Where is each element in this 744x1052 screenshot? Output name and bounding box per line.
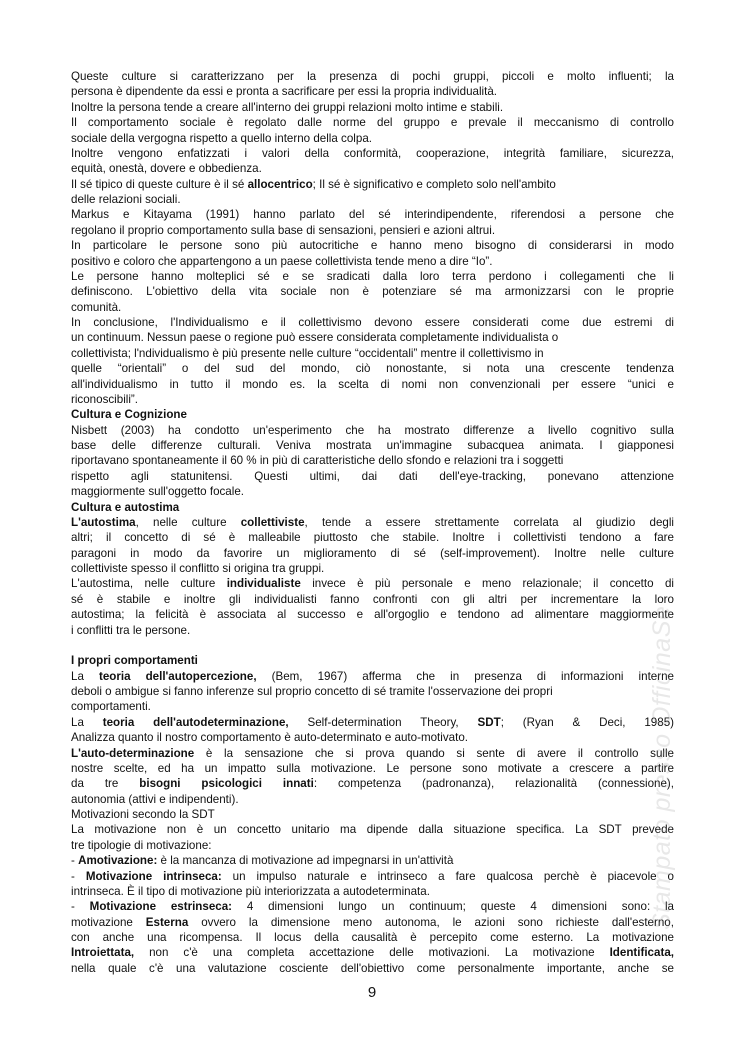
text-segment: Le persone hanno molteplici sé e se sradicati dalla loro terra perdono i collegamenti che li [71, 269, 674, 283]
text-segment: Il comportamento sociale è regolato dalle norme del gruppo e prevale il meccanismo di controllo [71, 116, 674, 130]
text-segment: un continuum. Nessun paese o regione può essere considerata completamente individualista o [71, 331, 559, 345]
text-segment: positivo e coloro che appartengono a un paese collettivista tende meno a dire “Io”. [71, 254, 493, 268]
bold-text: teoria dell'autodeterminazione, [102, 715, 289, 729]
text-line [71, 822, 674, 837]
text-line [71, 469, 674, 484]
bold-text: teoria dell'autopercezione, [98, 669, 257, 683]
text-line [71, 330, 674, 345]
text-line [71, 546, 674, 561]
text-line [71, 607, 674, 622]
bold-text: Introiettata, [71, 946, 135, 960]
bold-text: bisogni psicologici innati [139, 777, 314, 791]
text-segment: definiscono. L'obiettivo della vita sociale non è potenziare sé ma armonizzarsi con le proprie [71, 285, 674, 299]
bold-text: L'auto-determinazione [71, 746, 195, 760]
text-line [71, 346, 674, 361]
text-segment: regolano il proprio comportamento sulla base di sensazioni, pensieri e azioni altrui. [71, 223, 496, 237]
bold-text: collettiviste [240, 515, 305, 529]
watermark: Stampato presso OfficinaSe [648, 605, 676, 930]
text-segment: invece è più personale e meno relazionale; il concetto di [300, 577, 674, 591]
text-segment: riportavano spontaneamente il 60 % in più di caratteristiche dello sfondo e relazioni tra i soggetti [71, 454, 564, 468]
text-segment: ; (Ryan & Deci, 1985) [500, 715, 674, 729]
text-segment: Il sé tipico di queste culture è il sé [71, 177, 248, 191]
page-number: 9 [367, 984, 377, 1001]
text-segment: Motivazioni secondo la SDT [71, 808, 215, 821]
text-line [71, 161, 674, 176]
text-line [71, 592, 674, 607]
text-segment: intrinseca. È il tipo di motivazione più interiorizzata a autodeterminata. [71, 884, 430, 898]
text-segment: , nelle culture [135, 515, 241, 529]
text-segment: equità, onestà, dovere e obbedienza. [71, 162, 262, 176]
bold-text: Motivazione estrinseca: [89, 900, 233, 914]
text-segment: ovvero la dimensione meno autonoma, le azioni sono richieste dall'esterno, [188, 915, 674, 929]
bold-text: SDT [477, 715, 501, 729]
text-line [71, 884, 674, 899]
text-line [71, 207, 674, 222]
text-segment: - [71, 869, 86, 883]
text-segment: è la sensazione che si prova quando si sente di avere il controllo sulle [194, 746, 674, 760]
text-line [71, 269, 674, 284]
text-segment: sociale della vergogna rispetto a quello interno della colpa. [71, 131, 372, 145]
text-line [71, 807, 674, 822]
text-segment: autostima; la felicità è associata al successo e all'orgoglio e tendono ad alimentare maggiormente [71, 608, 674, 622]
text-line [71, 561, 674, 576]
text-line [71, 361, 674, 376]
text-segment: ; Il sé è significativo e completo solo nell'ambito [312, 177, 556, 191]
text-segment: altri; il concetto di sé è malleabile piuttosto che stabile. Inoltre i collettivisti tendono a fare [71, 531, 674, 545]
text-line [71, 392, 674, 407]
text-line [71, 177, 674, 192]
text-line [71, 453, 674, 468]
text-segment: quelle “orientali” o del sud del mondo, ciò nonostante, si nota una crescente tendenza [71, 362, 674, 376]
text-segment: con anche una ricompensa. Il locus della causalità è percepito come esterno. La motivazione [71, 931, 674, 944]
bold-text: I propri comportamenti [71, 654, 198, 668]
text-segment: riconoscibili”. [71, 392, 139, 406]
text-line [71, 315, 674, 330]
text-segment: paragoni in modo da favorire un miglioramento di sé (self-improvement). Inoltre nelle culture [71, 546, 674, 560]
text-segment: Markus e Kitayama (1991) hanno parlato del sé interindipendente, riferendosi a persone che [71, 208, 674, 222]
text-line [71, 746, 674, 761]
text-segment: Nisbett (2003) ha condotto un'esperimento che ha mostrato differenze a livello cognitivo sulla [71, 423, 674, 437]
text-segment: (Bem, 1967) afferma che in presenza di informazioni interne [256, 669, 674, 683]
text-line [71, 377, 674, 392]
text-segment: Inoltre la persona tende a creare all'interno dei gruppi relazioni molto intime e stabili. [71, 100, 504, 114]
text-line [71, 699, 674, 714]
text-segment: un impulso naturale e intrinseco a fare qualcosa perchè è piacevole o [221, 869, 674, 883]
text-segment: delle relazioni sociali. [71, 193, 181, 206]
text-segment: nella quale c'è una valutazione cosciente dell'obiettivo come personalmente importante, anche se [71, 961, 674, 975]
text-line [71, 115, 674, 130]
text-line [71, 515, 674, 530]
text-line [71, 146, 674, 161]
text-line [71, 638, 674, 653]
text-line [71, 69, 674, 84]
text-segment: sé è stabile e inoltre gli individualisti fanno confronti con gli altri per incrementare la loro [71, 592, 674, 606]
text-line [71, 945, 674, 960]
text-segment: autonomia (attivi e indipendenti). [71, 792, 239, 806]
text-segment: Analizza quanto il nostro comportamento è auto-determinato e auto-motivato. [71, 731, 468, 745]
text-line [71, 761, 674, 776]
text-segment: collettiviste spesso il conflitto si origina tra gruppi. [71, 562, 325, 575]
bold-text: Motivazione intrinseca: [85, 869, 222, 883]
text-segment: è la mancanza di motivazione ad impegnarsi in un'attività [157, 854, 454, 868]
text-line [71, 915, 674, 930]
text-segment: base delle differenze culturali. Veniva mostrata un'immagine subacquea animata. I giapponesi [71, 439, 674, 452]
text-line [71, 838, 674, 853]
text-segment: Self-determination Theory, [288, 715, 478, 729]
text-segment: La [71, 669, 99, 683]
text-line [71, 192, 674, 207]
text-line [71, 423, 674, 438]
bold-text: individualiste [226, 577, 301, 591]
text-line [71, 853, 674, 868]
text-segment: nostre scelte, ed ha un impatto sulla motivazione. Le persone sono motivate a crescere a partire [71, 761, 674, 775]
text-segment: In conclusione, l'Individualismo e il collettivismo devono essere considerati come due estremi di [71, 316, 674, 329]
text-line [71, 869, 674, 884]
bold-text: allocentrico [247, 177, 313, 191]
bold-text: Cultura e Cognizione [71, 408, 187, 422]
text-line [71, 715, 674, 730]
text-line [71, 623, 674, 638]
text-line [71, 792, 674, 807]
text-segment: Inoltre vengono enfatizzati i valori della conformità, cooperazione, integrità familiare, sicurezza, [71, 146, 674, 160]
text-segment: La motivazione non è un concetto unitario ma dipende dalla situazione specifica. La SDT prevede [71, 823, 674, 837]
text-segment: all'individualismo in tutto il mondo es. la scelta di nomi non convenzionali per essere “unici e [71, 377, 674, 391]
text-segment: maggiormente sull'oggetto focale. [71, 485, 245, 499]
text-line [71, 576, 674, 591]
text-segment: i conflitti tra le persone. [71, 623, 191, 637]
bold-text: Identificata, [609, 946, 674, 960]
text-line [71, 961, 674, 976]
document-body [71, 69, 674, 976]
text-line [71, 131, 674, 146]
text-segment: non c'è una completa accettazione delle motivazioni. La motivazione [134, 946, 610, 960]
text-segment: : competenza (padronanza), relazionalità (connessione), [313, 777, 674, 791]
text-line [71, 530, 674, 545]
text-line [71, 300, 674, 315]
section-heading [71, 407, 674, 422]
text-line [71, 669, 674, 684]
text-segment: , tende a essere strettamente correlata al giudizio degli [304, 515, 674, 529]
text-segment: motivazione [71, 915, 146, 929]
bold-text: Amotivazione: [78, 854, 158, 868]
text-segment: - [71, 854, 79, 868]
text-line [71, 438, 674, 453]
text-line [71, 484, 674, 499]
text-segment: 4 dimensioni lungo un continuum; queste 4 dimensioni sono: la [232, 900, 674, 914]
text-segment: comunità. [71, 300, 122, 314]
text-segment: In particolare le persone sono più autocritiche e hanno meno bisogno di considerarsi in modo [71, 239, 674, 253]
text-segment: persona è dipendente da essi e pronta a sacrificare per essi la propria individualità. [71, 85, 498, 99]
text-segment: rispetto agli statunitensi. Questi ultimi, dai dati dell'eye-tracking, ponevano attenzione [71, 469, 674, 483]
text-line [71, 899, 674, 914]
text-line [71, 238, 674, 253]
text-segment: da tre [71, 777, 140, 791]
text-line [71, 100, 674, 115]
text-segment: - [71, 900, 90, 914]
text-segment: tre tipologie di motivazione: [71, 838, 212, 852]
text-line [71, 84, 674, 99]
text-line [71, 684, 674, 699]
text-segment: deboli o ambigue si fanno inferenze sul proprio concetto di sé tramite l'osservazione dei propri [71, 685, 553, 698]
text-line [71, 254, 674, 269]
text-segment: L'autostima, nelle culture [71, 577, 227, 591]
text-line [71, 284, 674, 299]
bold-text: Cultura e autostima [71, 500, 180, 514]
section-heading [71, 500, 674, 515]
text-line [71, 223, 674, 238]
text-line [71, 730, 674, 745]
bold-text: Esterna [145, 915, 189, 929]
bold-text: L'autostima [71, 515, 136, 529]
text-segment: La [71, 715, 103, 729]
text-segment: comportamenti. [71, 700, 151, 714]
text-line [71, 776, 674, 791]
text-segment: Queste culture si caratterizzano per la presenza di pochi gruppi, piccoli e molto influenti; la [71, 70, 674, 83]
text-line [71, 930, 674, 945]
section-heading [71, 653, 674, 668]
text-segment: collettivista; l'ndividualismo è più presente nelle culture “occidentali” mentre il collettivismo in [71, 346, 544, 360]
